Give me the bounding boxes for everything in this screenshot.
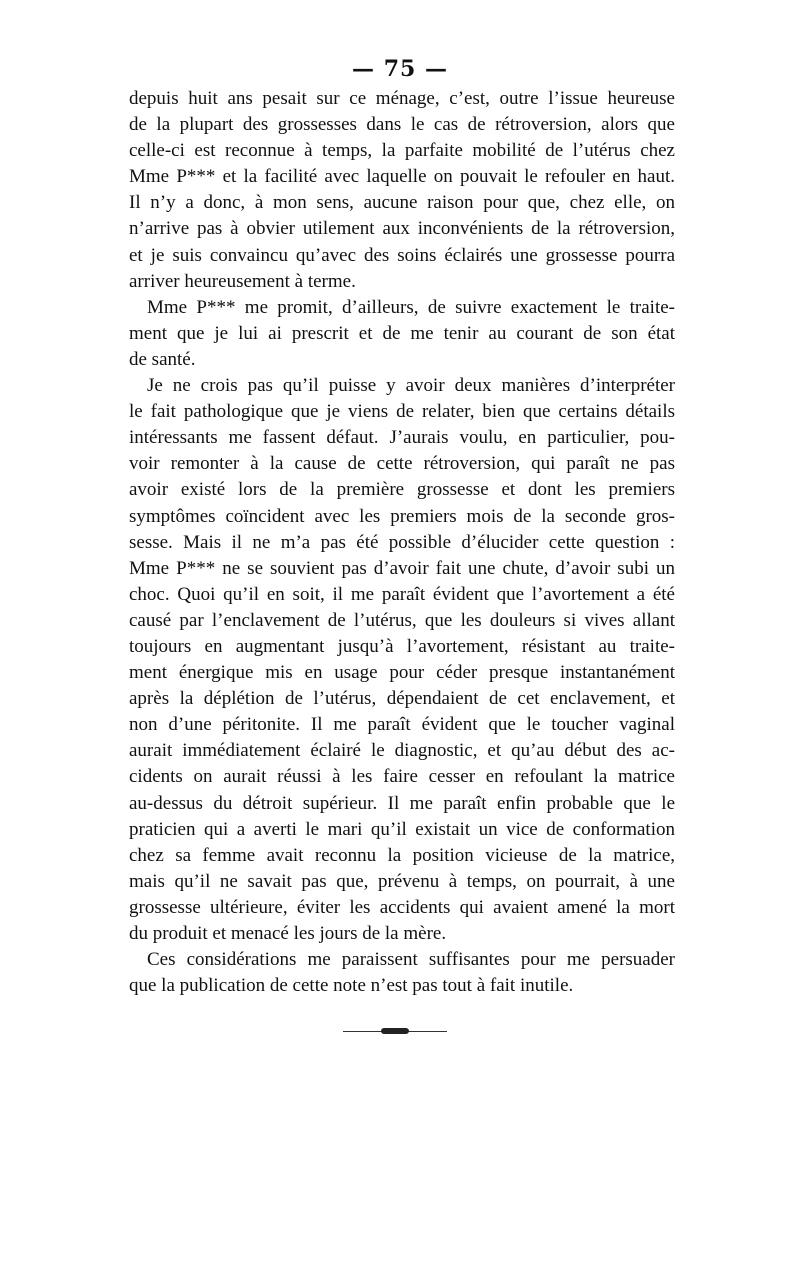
text-line: aurait immédiatement éclairé le diagnostic, et qu’au début des ac- <box>129 740 675 762</box>
text-line: grossesse ultérieure, éviter les accidents qui avaient amené la mort <box>129 896 675 918</box>
text-line: de la plupart des grossesses dans le cas de rétroversion, alors que <box>129 114 675 136</box>
text-line: celle-ci est reconnue à temps, la parfaite mobilité de l’utérus chez <box>129 140 675 162</box>
text-line: Mme P*** et la facilité avec laquelle on pouvait le refouler en haut. <box>129 166 675 188</box>
text-line: depuis huit ans pesait sur ce ménage, c’est, outre l’issue heureuse <box>129 88 675 109</box>
text-line: praticien qui a averti le mari qu’il existait un vice de conformation <box>129 818 675 840</box>
text-line: choc. Quoi qu’il en soit, il me paraît évident que l’avortement a été <box>129 583 675 605</box>
ornament-knot <box>381 1028 409 1034</box>
text-line: sesse. Mais il ne m’a pas été possible d’élucider cette question : <box>129 531 675 553</box>
text-line: après la déplétion de l’utérus, dépendaient de cet enclavement, et <box>129 688 675 710</box>
text-line: ment énergique mis en usage pour céder presque instantanément <box>129 662 675 684</box>
text-line: causé par l’enclavement de l’utérus, que les douleurs si vives allant <box>129 609 675 631</box>
end-ornament <box>343 1026 447 1036</box>
text-line: et je suis convaincu qu’avec des soins éclairés une grossesse pourra <box>129 244 675 266</box>
text-line: avoir existé lors de la première grossesse et dont les premiers <box>129 479 675 501</box>
text-line: mais qu’il ne savait pas que, prévenu à temps, on pourrait, à une <box>129 870 675 892</box>
body-text <box>129 86 675 999</box>
text-line: que la publication de cette note n’est pas tout à fait inutile. <box>129 975 574 997</box>
text-line: voir remonter à la cause de cette rétroversion, qui paraît ne pas <box>129 453 675 475</box>
text-line: Mme P*** ne se souvient pas d’avoir fait une chute, d’avoir subi un <box>129 557 675 579</box>
page-number: — 75 — <box>352 56 448 82</box>
text-line: non d’une péritonite. Il me paraît évident que le toucher vaginal <box>129 714 675 736</box>
text-line: chez sa femme avait reconnu la position vicieuse de la matrice, <box>129 844 675 866</box>
text-line: de santé. <box>129 348 196 370</box>
text-line: ment que je lui ai prescrit et de me tenir au courant de son état <box>129 322 675 344</box>
text-line: du produit et menacé les jours de la mère. <box>129 923 447 944</box>
text-line: toujours en augmentant jusqu’à l’avortement, résistant au traite- <box>129 635 675 657</box>
text-line: Je ne crois pas qu’il puisse y avoir deux manières d’interpréter <box>147 375 675 397</box>
text-line: au-dessus du détroit supérieur. Il me paraît enfin probable que le <box>129 792 675 814</box>
text-line: cidents on aurait réussi à les faire cesser en refoulant la matrice <box>129 766 675 788</box>
text-line: le fait pathologique que je viens de relater, bien que certains détails <box>129 401 675 423</box>
text-line: arriver heureusement à terme. <box>129 270 356 292</box>
text-line: Il n’y a donc, à mon sens, aucune raison pour que, chez elle, on <box>129 192 675 214</box>
text-line: Mme P*** me promit, d’ailleurs, de suivre exactement le traite- <box>147 296 675 318</box>
text-line: n’arrive pas à obvier utilement aux inconvénients de la rétroversion, <box>129 218 675 240</box>
text-line: Ces considérations me paraissent suffisantes pour me persuader <box>147 949 675 971</box>
text-line: intéressants me fassent défaut. J’aurais voulu, en particulier, pou- <box>129 427 675 449</box>
text-line: symptômes coïncident avec les premiers mois de la seconde gros- <box>129 505 675 527</box>
